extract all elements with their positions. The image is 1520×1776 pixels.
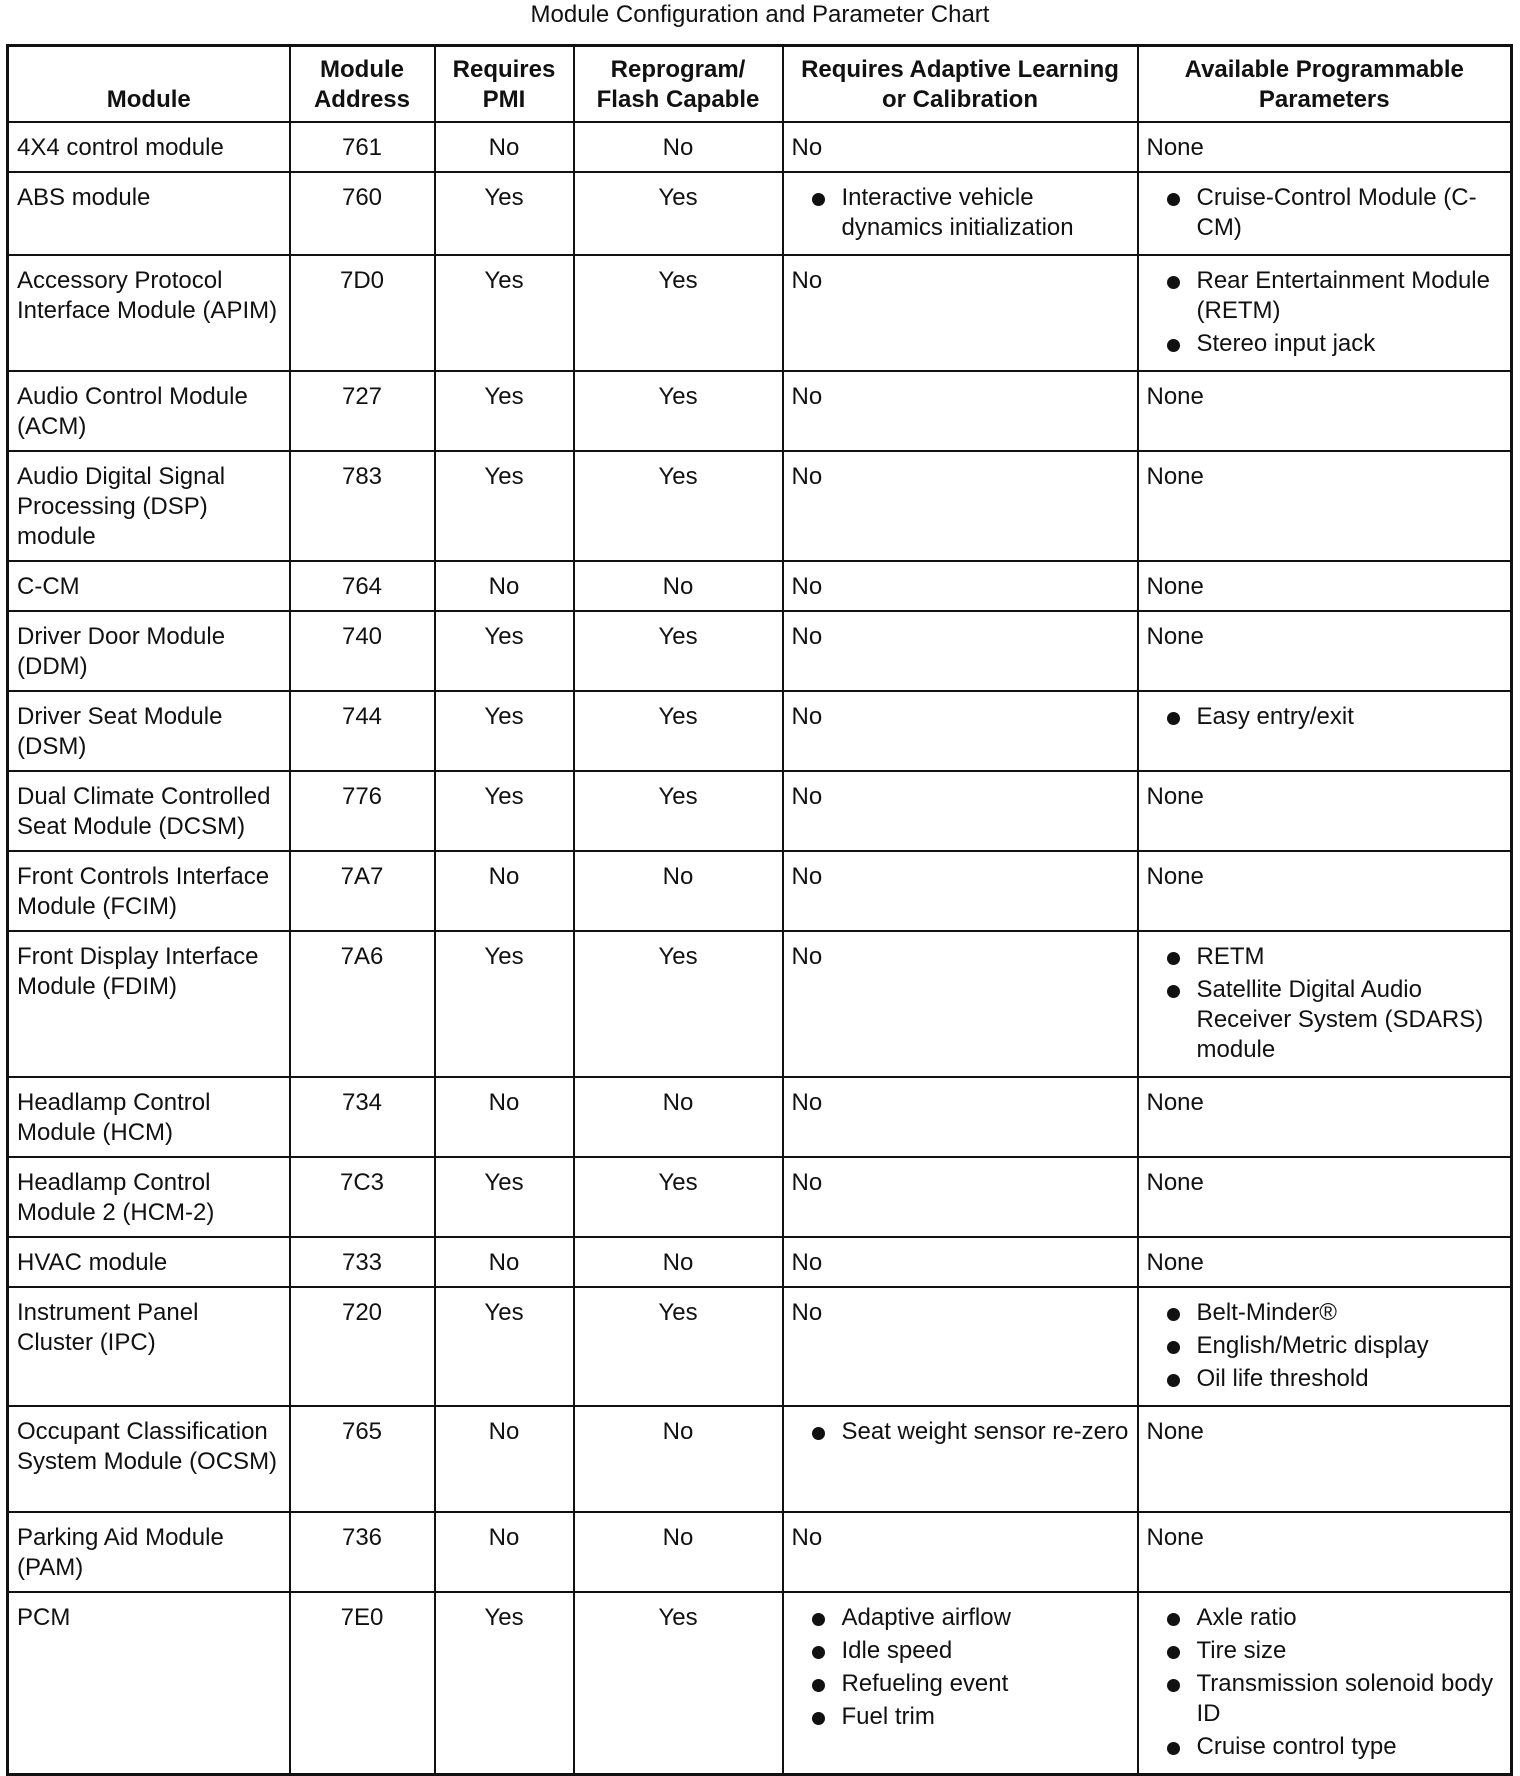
bullet-icon bbox=[1167, 1679, 1180, 1692]
module-cell: C-CM bbox=[8, 561, 290, 611]
pmi-cell: Yes bbox=[435, 1592, 574, 1775]
module-cell: Instrument Panel Cluster (IPC) bbox=[8, 1287, 290, 1406]
module-configuration-table bbox=[6, 44, 1513, 1776]
bullet-text: Adaptive airflow bbox=[841, 1603, 1011, 1631]
params-cell: None bbox=[1138, 1077, 1512, 1157]
bullet-text: Refueling event bbox=[841, 1669, 1009, 1697]
params-cell bbox=[1138, 691, 1512, 771]
pmi-cell: Yes bbox=[435, 771, 574, 851]
flash-cell: Yes bbox=[574, 691, 783, 771]
pmi-cell: Yes bbox=[435, 371, 574, 451]
flash-cell: Yes bbox=[574, 931, 783, 1077]
pmi-cell: No bbox=[435, 1512, 574, 1592]
params-cell: None bbox=[1138, 371, 1512, 451]
bullet-text: RETM bbox=[1196, 942, 1265, 970]
table-row bbox=[8, 1512, 1512, 1592]
module-cell: PCM bbox=[8, 1592, 290, 1775]
module-cell: Front Controls Interface Module (FCIM) bbox=[8, 851, 290, 931]
adaptive-cell: No bbox=[783, 1237, 1138, 1287]
table-row bbox=[8, 172, 1512, 255]
module-cell: 4X4 control module bbox=[8, 122, 290, 172]
params-cell bbox=[1138, 255, 1512, 371]
params-cell-list bbox=[1147, 942, 1503, 1065]
params-cell: None bbox=[1138, 1406, 1512, 1512]
module-cell: Audio Control Module (ACM) bbox=[8, 371, 290, 451]
flash-cell: Yes bbox=[574, 371, 783, 451]
module-cell: Accessory Protocol Interface Module (APIM) bbox=[8, 255, 290, 371]
params-cell-list bbox=[1147, 266, 1503, 359]
params-cell-list bbox=[1147, 1298, 1503, 1394]
adaptive-cell: No bbox=[783, 561, 1138, 611]
bullet-icon bbox=[1167, 1613, 1180, 1626]
params-cell bbox=[1138, 1592, 1512, 1775]
bullet-item bbox=[1147, 329, 1503, 359]
module-cell: Parking Aid Module (PAM) bbox=[8, 1512, 290, 1592]
bullet-icon bbox=[1167, 952, 1180, 965]
adaptive-cell: No bbox=[783, 255, 1138, 371]
table-row bbox=[8, 561, 1512, 611]
bullet-item bbox=[1147, 266, 1503, 326]
bullet-icon bbox=[812, 1679, 825, 1692]
bullet-item bbox=[792, 183, 1129, 243]
bullet-text: Cruise control type bbox=[1196, 1732, 1397, 1760]
table-row bbox=[8, 1077, 1512, 1157]
bullet-icon bbox=[1167, 193, 1180, 206]
flash-cell: Yes bbox=[574, 1592, 783, 1775]
module-cell: Headlamp Control Module (HCM) bbox=[8, 1077, 290, 1157]
bullet-item bbox=[1147, 1732, 1503, 1762]
pmi-cell: No bbox=[435, 561, 574, 611]
bullet-item bbox=[1147, 975, 1503, 1065]
address-cell: 7D0 bbox=[290, 255, 435, 371]
table-row bbox=[8, 1592, 1512, 1775]
params-cell: None bbox=[1138, 122, 1512, 172]
table-row bbox=[8, 451, 1512, 561]
params-cell: None bbox=[1138, 851, 1512, 931]
bullet-icon bbox=[1167, 1646, 1180, 1659]
bullet-icon bbox=[1167, 1308, 1180, 1321]
module-cell: ABS module bbox=[8, 172, 290, 255]
params-cell bbox=[1138, 1287, 1512, 1406]
header-reprogram-flash: Reprogram/ Flash Capable bbox=[574, 46, 783, 122]
module-cell: Dual Climate Controlled Seat Module (DCSM) bbox=[8, 771, 290, 851]
adaptive-cell: No bbox=[783, 451, 1138, 561]
pmi-cell: Yes bbox=[435, 172, 574, 255]
adaptive-cell: No bbox=[783, 931, 1138, 1077]
adaptive-cell: No bbox=[783, 851, 1138, 931]
table-row bbox=[8, 1287, 1512, 1406]
flash-cell: No bbox=[574, 1077, 783, 1157]
bullet-icon bbox=[812, 193, 825, 206]
table-row bbox=[8, 371, 1512, 451]
bullet-text: Idle speed bbox=[841, 1636, 953, 1664]
table-row bbox=[8, 931, 1512, 1077]
bullet-item bbox=[1147, 1298, 1503, 1328]
bullet-icon bbox=[812, 1712, 825, 1725]
adaptive-cell: No bbox=[783, 122, 1138, 172]
header-module: Module bbox=[8, 46, 290, 122]
module-cell: Front Display Interface Module (FDIM) bbox=[8, 931, 290, 1077]
bullet-text: Transmission solenoid body ID bbox=[1196, 1669, 1494, 1727]
header-programmable-parameters: Available Programmable Parameters bbox=[1138, 46, 1512, 122]
bullet-icon bbox=[1167, 1742, 1180, 1755]
module-cell: Headlamp Control Module 2 (HCM-2) bbox=[8, 1157, 290, 1237]
pmi-cell: Yes bbox=[435, 1287, 574, 1406]
adaptive-cell: No bbox=[783, 611, 1138, 691]
header-row bbox=[8, 46, 1512, 122]
table-row bbox=[8, 771, 1512, 851]
params-cell: None bbox=[1138, 561, 1512, 611]
address-cell: 764 bbox=[290, 561, 435, 611]
address-cell: 733 bbox=[290, 1237, 435, 1287]
flash-cell: Yes bbox=[574, 611, 783, 691]
table-row bbox=[8, 691, 1512, 771]
module-cell: Driver Seat Module (DSM) bbox=[8, 691, 290, 771]
bullet-text: Easy entry/exit bbox=[1196, 702, 1354, 730]
module-cell: Occupant Classification System Module (OCSM) bbox=[8, 1406, 290, 1512]
adaptive-cell: No bbox=[783, 1077, 1138, 1157]
bullet-icon bbox=[812, 1646, 825, 1659]
address-cell: 761 bbox=[290, 122, 435, 172]
address-cell: 7A7 bbox=[290, 851, 435, 931]
bullet-icon bbox=[812, 1613, 825, 1626]
params-cell-list bbox=[1147, 702, 1503, 732]
flash-cell: No bbox=[574, 122, 783, 172]
bullet-item bbox=[1147, 1636, 1503, 1666]
bullet-icon bbox=[1167, 712, 1180, 725]
bullet-icon bbox=[1167, 339, 1180, 352]
params-cell: None bbox=[1138, 1237, 1512, 1287]
bullet-text: Belt-Minder® bbox=[1196, 1298, 1337, 1326]
adaptive-cell: No bbox=[783, 1512, 1138, 1592]
address-cell: 783 bbox=[290, 451, 435, 561]
bullet-item bbox=[1147, 1669, 1503, 1729]
adaptive-cell-list bbox=[792, 183, 1129, 243]
adaptive-cell: No bbox=[783, 371, 1138, 451]
params-cell-list bbox=[1147, 183, 1503, 243]
adaptive-cell bbox=[783, 1406, 1138, 1512]
module-cell: Audio Digital Signal Processing (DSP) module bbox=[8, 451, 290, 561]
flash-cell: No bbox=[574, 561, 783, 611]
table-row bbox=[8, 122, 1512, 172]
bullet-text: Interactive vehicle dynamics initialization bbox=[841, 183, 1074, 241]
address-cell: 740 bbox=[290, 611, 435, 691]
pmi-cell: No bbox=[435, 1237, 574, 1287]
address-cell: 7A6 bbox=[290, 931, 435, 1077]
bullet-text: Tire size bbox=[1196, 1636, 1287, 1664]
header-module-address: Module Address bbox=[290, 46, 435, 122]
bullet-item bbox=[792, 1603, 1129, 1633]
flash-cell: No bbox=[574, 851, 783, 931]
pmi-cell: No bbox=[435, 1077, 574, 1157]
address-cell: 734 bbox=[290, 1077, 435, 1157]
address-cell: 765 bbox=[290, 1406, 435, 1512]
bullet-icon bbox=[812, 1427, 825, 1440]
pmi-cell: Yes bbox=[435, 691, 574, 771]
bullet-icon bbox=[1167, 1341, 1180, 1354]
address-cell: 760 bbox=[290, 172, 435, 255]
flash-cell: Yes bbox=[574, 1287, 783, 1406]
bullet-text: Satellite Digital Audio Receiver System (SDARS) module bbox=[1196, 975, 1484, 1063]
bullet-text: Rear Entertainment Module (RETM) bbox=[1196, 266, 1490, 324]
adaptive-cell-list bbox=[792, 1417, 1129, 1447]
table-row bbox=[8, 1237, 1512, 1287]
header-requires-pmi: Requires PMI bbox=[435, 46, 574, 122]
pmi-cell: Yes bbox=[435, 931, 574, 1077]
bullet-item bbox=[1147, 1603, 1503, 1633]
table-row bbox=[8, 255, 1512, 371]
flash-cell: No bbox=[574, 1512, 783, 1592]
bullet-item bbox=[1147, 702, 1503, 732]
bullet-icon bbox=[1167, 985, 1180, 998]
bullet-text: Seat weight sensor re-zero bbox=[841, 1417, 1129, 1445]
flash-cell: Yes bbox=[574, 451, 783, 561]
bullet-text: Axle ratio bbox=[1196, 1603, 1297, 1631]
bullet-text: English/Metric display bbox=[1196, 1331, 1429, 1359]
flash-cell: Yes bbox=[574, 1157, 783, 1237]
adaptive-cell: No bbox=[783, 691, 1138, 771]
params-cell-list bbox=[1147, 1603, 1503, 1762]
table-row bbox=[8, 1157, 1512, 1237]
module-cell: HVAC module bbox=[8, 1237, 290, 1287]
bullet-item bbox=[1147, 942, 1503, 972]
module-cell: Driver Door Module (DDM) bbox=[8, 611, 290, 691]
params-cell: None bbox=[1138, 771, 1512, 851]
flash-cell: No bbox=[574, 1237, 783, 1287]
flash-cell: Yes bbox=[574, 255, 783, 371]
pmi-cell: Yes bbox=[435, 611, 574, 691]
params-cell bbox=[1138, 931, 1512, 1077]
bullet-text: Oil life threshold bbox=[1196, 1364, 1369, 1392]
pmi-cell: Yes bbox=[435, 451, 574, 561]
bullet-text: Stereo input jack bbox=[1196, 329, 1376, 357]
pmi-cell: No bbox=[435, 122, 574, 172]
flash-cell: No bbox=[574, 1406, 783, 1512]
flash-cell: Yes bbox=[574, 172, 783, 255]
bullet-text: Fuel trim bbox=[841, 1702, 935, 1730]
address-cell: 720 bbox=[290, 1287, 435, 1406]
address-cell: 727 bbox=[290, 371, 435, 451]
bullet-item bbox=[792, 1417, 1129, 1447]
adaptive-cell-list bbox=[792, 1603, 1129, 1732]
bullet-icon bbox=[1167, 1374, 1180, 1387]
adaptive-cell bbox=[783, 172, 1138, 255]
bullet-item bbox=[1147, 1364, 1503, 1394]
table-row bbox=[8, 611, 1512, 691]
bullet-item bbox=[792, 1636, 1129, 1666]
address-cell: 7E0 bbox=[290, 1592, 435, 1775]
adaptive-cell: No bbox=[783, 1287, 1138, 1406]
bullet-text: Cruise-Control Module (C-CM) bbox=[1196, 183, 1477, 241]
params-cell: None bbox=[1138, 1157, 1512, 1237]
pmi-cell: Yes bbox=[435, 1157, 574, 1237]
table-row bbox=[8, 1406, 1512, 1512]
params-cell: None bbox=[1138, 611, 1512, 691]
pmi-cell: No bbox=[435, 1406, 574, 1512]
params-cell: None bbox=[1138, 1512, 1512, 1592]
pmi-cell: No bbox=[435, 851, 574, 931]
bullet-item bbox=[1147, 1331, 1503, 1361]
params-cell bbox=[1138, 172, 1512, 255]
address-cell: 744 bbox=[290, 691, 435, 771]
address-cell: 7C3 bbox=[290, 1157, 435, 1237]
adaptive-cell: No bbox=[783, 1157, 1138, 1237]
adaptive-cell: No bbox=[783, 771, 1138, 851]
bullet-item bbox=[792, 1669, 1129, 1699]
header-adaptive-learning: Requires Adaptive Learning or Calibration bbox=[783, 46, 1138, 122]
bullet-icon bbox=[1167, 276, 1180, 289]
bullet-item bbox=[1147, 183, 1503, 243]
address-cell: 736 bbox=[290, 1512, 435, 1592]
table-row bbox=[8, 851, 1512, 931]
pmi-cell: Yes bbox=[435, 255, 574, 371]
address-cell: 776 bbox=[290, 771, 435, 851]
flash-cell: Yes bbox=[574, 771, 783, 851]
adaptive-cell bbox=[783, 1592, 1138, 1775]
bullet-item bbox=[792, 1702, 1129, 1732]
page-title: Module Configuration and Parameter Chart bbox=[530, 1, 990, 28]
params-cell: None bbox=[1138, 451, 1512, 561]
